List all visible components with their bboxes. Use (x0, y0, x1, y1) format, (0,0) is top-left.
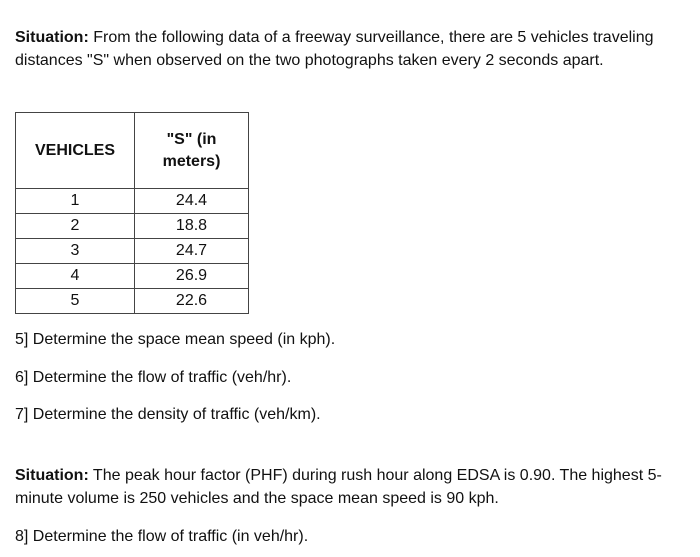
table-row (16, 289, 249, 314)
distance-cell: 26.9 (135, 264, 249, 289)
distance-cell: 22.6 (135, 289, 249, 314)
header-distance: "S" (in meters) (135, 113, 249, 189)
situation-1-text: From the following data of a freeway surveillance, there are 5 vehicles traveling distances "S" when observed on the two photographs taken every 2 seconds apart. (15, 29, 654, 69)
table-header-row (16, 113, 249, 189)
situation-1-label: Situation: (15, 29, 89, 46)
vehicle-cell: 2 (16, 214, 135, 239)
table-row (16, 214, 249, 239)
situation-1-paragraph (15, 27, 695, 72)
distance-cell: 24.7 (135, 239, 249, 264)
situation-2-text: The peak hour factor (PHF) during rush hour along EDSA is 0.90. The highest 5-minute volume is 250 vehicles and the space mean speed is 90 kph. (15, 467, 662, 507)
question-5: 5] Determine the space mean speed (in kph). (15, 331, 336, 348)
situation-2-paragraph (15, 465, 697, 510)
distance-cell: 24.4 (135, 189, 249, 214)
question-6: 6] Determine the flow of traffic (veh/hr). (15, 369, 292, 386)
header-vehicles: VEHICLES (16, 113, 135, 189)
distance-cell: 18.8 (135, 214, 249, 239)
vehicle-distance-table (15, 112, 249, 314)
vehicle-cell: 3 (16, 239, 135, 264)
question-8: 8] Determine the flow of traffic (in veh/hr). (15, 528, 309, 545)
question-7: 7] Determine the density of traffic (veh/km). (15, 406, 321, 423)
table-row (16, 264, 249, 289)
vehicle-cell: 4 (16, 264, 135, 289)
vehicle-cell: 1 (16, 189, 135, 214)
vehicle-cell: 5 (16, 289, 135, 314)
table-row (16, 239, 249, 264)
table-row (16, 189, 249, 214)
situation-2-label: Situation: (15, 467, 89, 484)
